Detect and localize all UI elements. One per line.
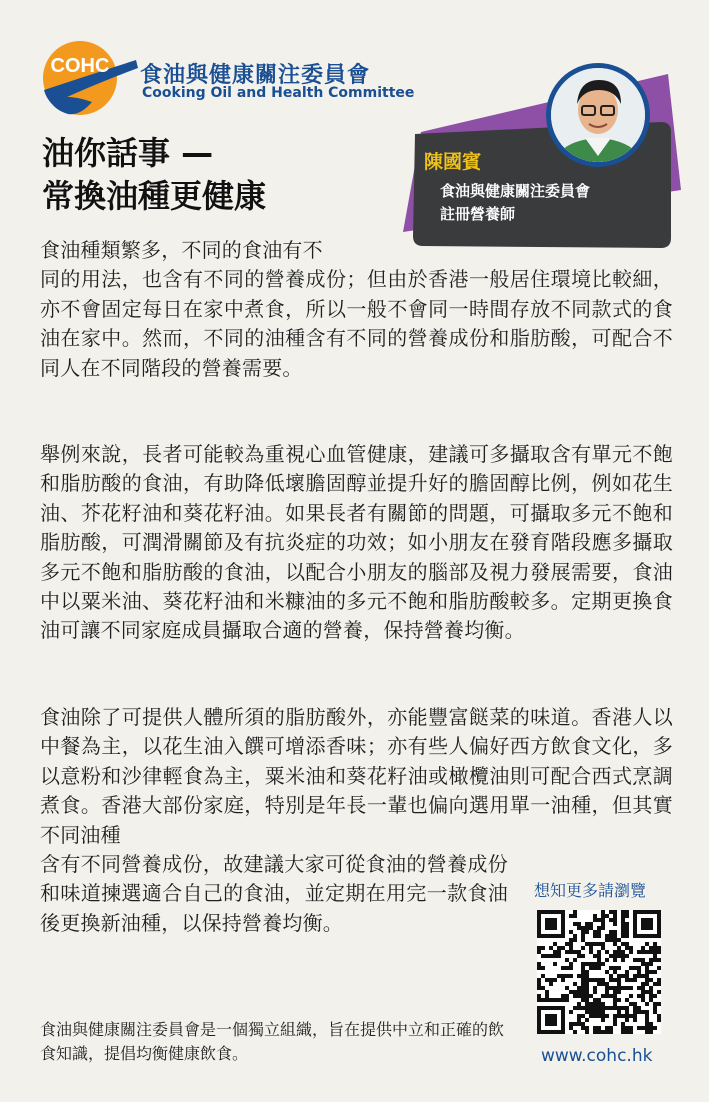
qr-label: 想知更多請瀏覽 xyxy=(534,881,647,900)
org-name-en: Cooking Oil and Health Committee xyxy=(142,85,415,101)
org-name-zh: 食油與健康關注委員會 xyxy=(140,63,371,88)
footer-note: 食油與健康關注委員會是一個獨立組織，旨在提供中立和正確的飲食知識，提倡均衡健康飲食。 xyxy=(40,1020,505,1063)
author-photo xyxy=(551,68,645,162)
article-title xyxy=(42,132,266,218)
paragraph-1-rest: 同的用法，也含有不同的營養成份；但由於香港一般居住環境比較細，亦不會固定每日在家中煮食，所以一般不會同一時間存放不同款式的食油在家中。然而，不同的油種含有不同的營養成份和脂肪酸，可配合不同人在不同階段的營養需要。 xyxy=(40,267,673,380)
paragraph-1 xyxy=(40,236,673,383)
cohc-logo xyxy=(40,38,140,116)
paragraph-3-part-1: 食油除了可提供人體所須的脂肪酸外，亦能豐富餸菜的味道。香港人以中餐為主，以花生油入饌可增添香味；亦有些人偏好西方飲食文化，多以意粉和沙律輕食為主，粟米油和葵花籽油或橄欖油則可配合西式烹調煮食。香港大部份家庭，特別是年長一輩也偏向選用單一油種，但其實不同油種 xyxy=(40,705,673,847)
title-line-1: 油你話事 — xyxy=(42,134,214,172)
website-link[interactable]: www.cohc.hk xyxy=(541,1046,653,1066)
paragraph-3-part-2: 含有不同營養成份，故建議大家可從食油的營養成份和味道揀選適合自己的食油，並定期在用完一款食油後更換新油種，以保持營養均衡。 xyxy=(40,852,508,935)
cohc-logo-mark xyxy=(40,38,140,116)
author-role-line-1: 食油與健康關注委員會 xyxy=(440,182,591,200)
logo-text: COHC xyxy=(50,55,110,77)
title-line-2: 常換油種更健康 xyxy=(42,177,267,215)
paragraph-2: 舉例來說，長者可能較為重視心血管健康，建議可多攝取含有單元不飽和脂肪酸的食油，有助降低壞膽固醇並提升好的膽固醇比例，例如花生油、芥花籽油和葵花籽油。如果長者有關節的問題，可攝取多元不飽和脂肪酸，可潤滑關節及有抗炎症的功效；如小朋友在發育階段應多攝取多元不飽和脂肪酸的食油，以配合小朋友的腦部及視力發展需要，食油中以粟米油、葵花籽油和米糠油的多元不飽和脂肪酸較多。定期更換食油可讓不同家庭成員攝取合適的營養，保持營養均衡。 xyxy=(40,442,673,643)
author-name: 陳國賓 xyxy=(424,151,482,173)
author-role-line-2: 註冊營養師 xyxy=(440,205,516,223)
qr-code-graphic xyxy=(537,910,661,1034)
paragraph-1-line-1: 食油種類繁多，不同的食油有不 xyxy=(40,238,323,262)
qr-code[interactable] xyxy=(537,910,661,1034)
